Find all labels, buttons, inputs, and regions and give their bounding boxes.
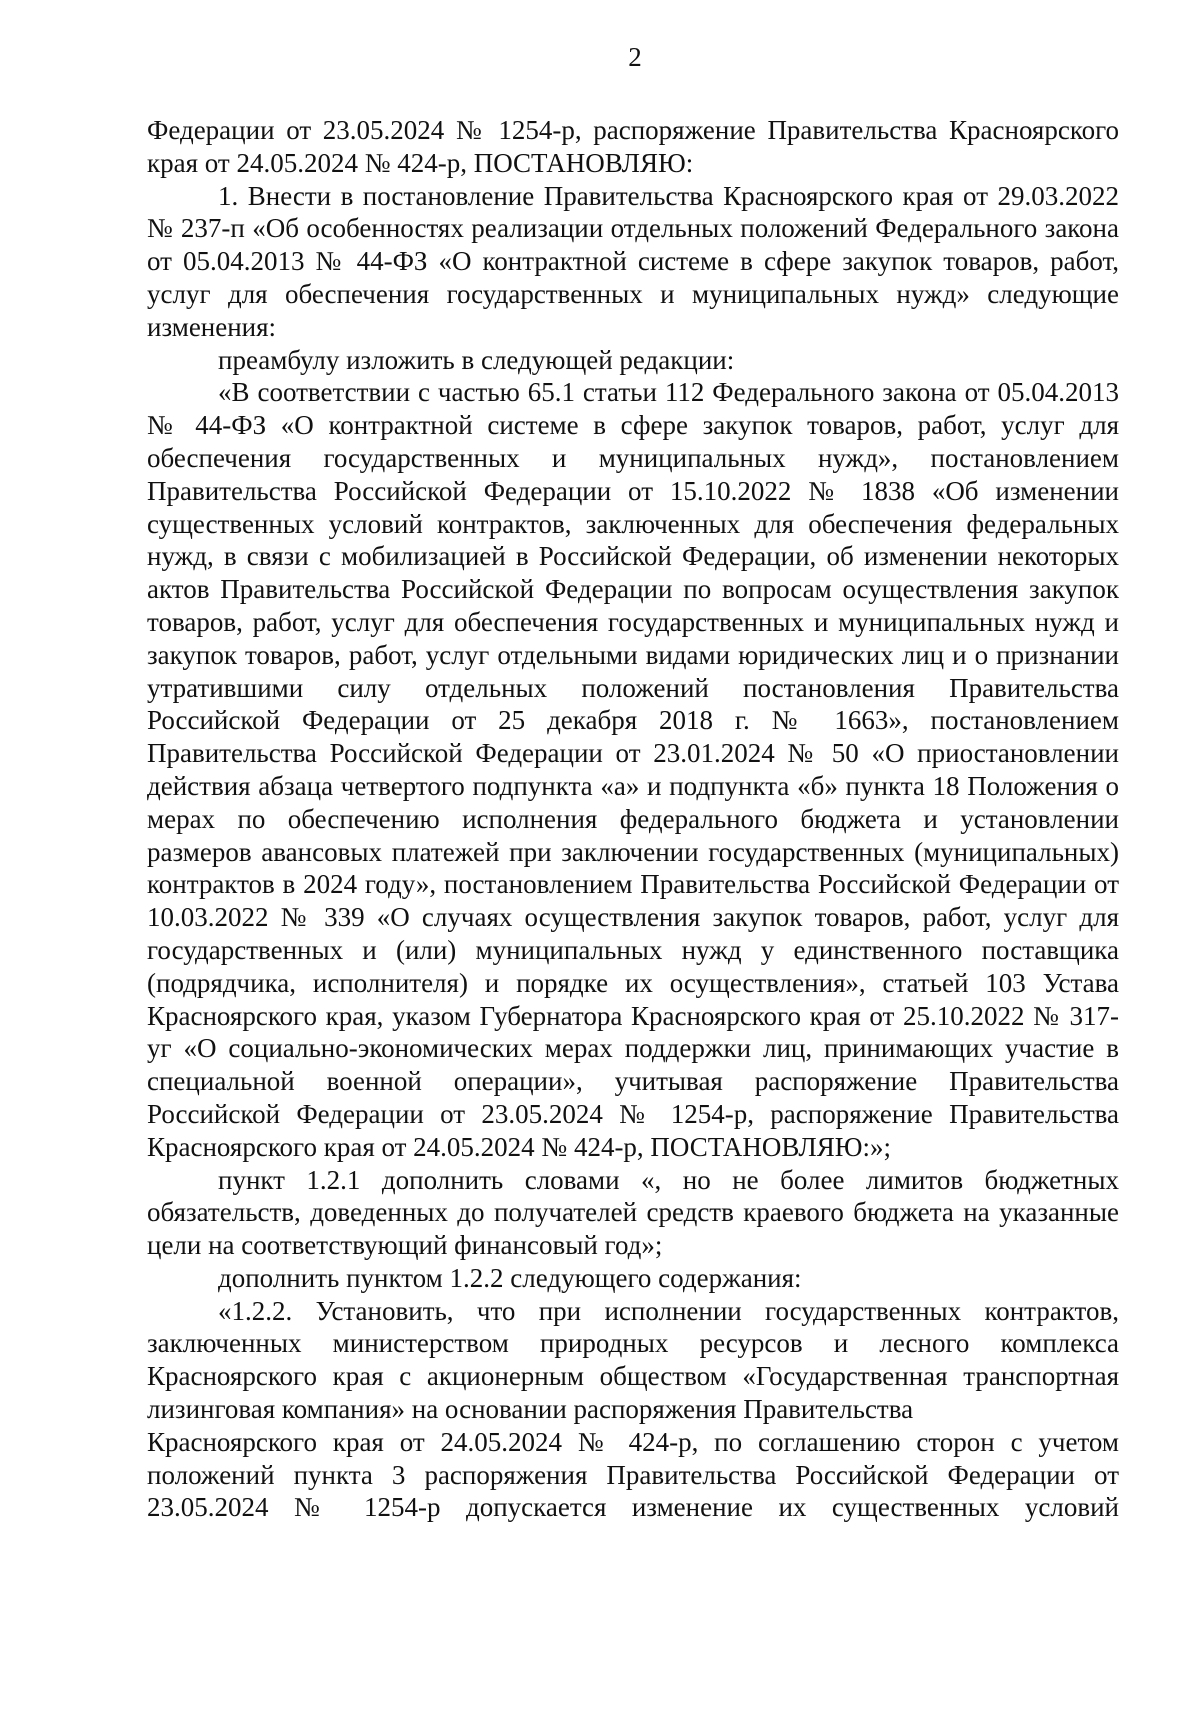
paragraph-new-preamble: «В соответствии с частью 65.1 статьи 112 Федерального закона от 05.04.2013 № 44-ФЗ «О контрактной системе в сфере закупок товаров, работ, услуг для обеспечения государственных и муниципальных нужд», постановлением Правительства Российской Федерации от 15.10.2022 № 1838 «Об изменении существенных условий контрактов, заключенных для обеспечения федеральных нужд, в связи с мобилизацией в Российской Федерации, об изменении некоторых актов Правительства Российской Федерации по вопросам осуществления закупок товаров, работ, услуг для обеспечения государственных и муниципальных нужд и закупок товаров, работ, услуг отдельными видами юридических лиц и о признании утратившими силу отдельных положений постановления Правительства Российской Федерации от 25 декабря 2018 г. № 1663», постановлением Правительства Российской Федерации от 23.01.2024 № 50 «О приостановлении действия абзаца четвертого подпункта «а» и подпункта «б» пункта 18 Положения о мерах по обеспечению исполнения федерального бюджета и установлении размеров авансовых платежей при заключении государственных (муниципальных) контрактов в 2024 году», постановлением Правительства Российской Федерации от 10.03.2022 № 339 «О случаях осуществления закупок товаров, работ, услуг для государственных и (или) муниципальных нужд у единственного поставщика (подрядчика, исполнителя) и порядке их осуществления», статьей 103 Устава Красноярского края, указом Губернатора Красноярского края от 25.10.2022 № 317-уг «О социально-экономических мерах поддержки лиц, принимающих участие в специальной военной операции», учитывая распоряжение Правительства Российской Федерации от 23.05.2024 № 1254-р, распоряжение Правительства Красноярского края от 24.05.2024 № 424-р, ПОСТАНОВЛЯЮ:»; <box>147 377 1119 1162</box>
paragraph-item-1-2-2: «1.2.2. Установить, что при исполнении государственных контрактов, заключенных министерством природных ресурсов и лесного комплекса Красноярского края с акционерным обществом «Государственная транспортная лизинговая компания» на основании распоряжения Правительства <box>147 1295 1119 1425</box>
paragraph-item-1: 1. Внести в постановление Правительства Красноярского края от 29.03.2022 № 237-п «Об особенностях реализации отдельных положений Федерального закона от 05.04.2013 № 44-ФЗ «О контрактной системе в сфере закупок товаров, работ, услуг для обеспечения государственных и муниципальных нужд» следующие изменения: <box>147 180 1119 342</box>
paragraph-preamble-tail: Федерации от 23.05.2024 № 1254-р, распоряжение Правительства Красноярского края от 24.05.2024 № 424-р, ПОСТАНОВЛЯЮ: <box>147 115 1119 178</box>
paragraph-add-item-1-2-2: дополнить пунктом 1.2.2 следующего содержания: <box>218 1262 802 1293</box>
paragraph-item-1-2-1: пункт 1.2.1 дополнить словами «, но не более лимитов бюджетных обязательств, доведенных до получателей средств краевого бюджета на указанные цели на соответствующий финансовый год»; <box>147 1164 1119 1261</box>
paragraph-item-1-2-2-continued: Красноярского края от 24.05.2024 № 424-р, по соглашению сторон с учетом положений пункта 3 распоряжения Правительства Российской Федерации от 23.05.2024 № 1254-р допускается изменение их существенных условий <box>147 1426 1119 1523</box>
document-body <box>147 114 1119 1524</box>
paragraph-preamble-instruction: преамбулу изложить в следующей редакции: <box>218 344 735 375</box>
page-number: 2 <box>628 42 642 72</box>
